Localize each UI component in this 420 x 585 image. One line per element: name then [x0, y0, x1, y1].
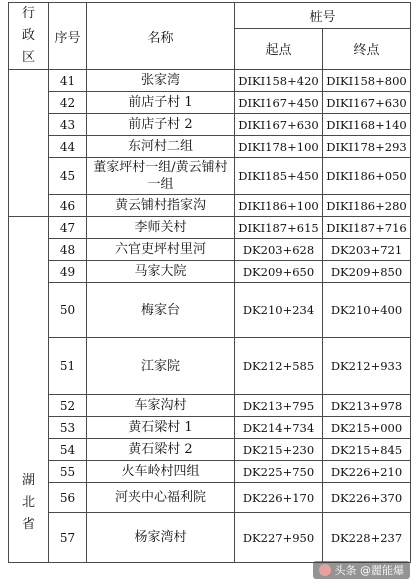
cell-seq: 45 — [49, 158, 87, 195]
header-chainage: 桩号 — [235, 3, 411, 29]
cell-start: DK209+650 — [235, 261, 323, 283]
cell-start: DIKI178+100 — [235, 136, 323, 158]
cell-name: 梅家台 — [87, 283, 235, 338]
table-row — [9, 217, 411, 239]
cell-seq: 43 — [49, 114, 87, 136]
header-name: 名称 — [87, 3, 235, 70]
cell-start: DIKI185+450 — [235, 158, 323, 195]
cell-start: DK225+750 — [235, 461, 323, 483]
cell-end: DK215+000 — [323, 417, 411, 439]
cell-name: 李师关村 — [87, 217, 235, 239]
cell-name: 黄云铺村指家沟 — [87, 195, 235, 217]
cell-name: 马家大院 — [87, 261, 235, 283]
cell-end: DIKI186+280 — [323, 195, 411, 217]
cell-name: 张家湾 — [87, 70, 235, 92]
cell-end: DK209+850 — [323, 261, 411, 283]
watermark — [313, 561, 411, 579]
cell-name: 杨家湾村 — [87, 513, 235, 563]
table-body — [9, 3, 411, 563]
cell-name: 火车岭村四组 — [87, 461, 235, 483]
cell-seq: 55 — [49, 461, 87, 483]
cell-seq: 46 — [49, 195, 87, 217]
cell-end: DIKI167+630 — [323, 92, 411, 114]
table-row — [9, 261, 411, 283]
cell-end: DK212+933 — [323, 338, 411, 395]
cell-seq: 47 — [49, 217, 87, 239]
cell-seq: 56 — [49, 483, 87, 513]
cell-name: 六官吏坪村里河 — [87, 239, 235, 261]
cell-start: DK214+734 — [235, 417, 323, 439]
cell-end: DIKI186+050 — [323, 158, 411, 195]
cell-name: 董家坪村一组/黄云铺村一组 — [87, 158, 235, 195]
table-row — [9, 92, 411, 114]
cell-seq: 51 — [49, 338, 87, 395]
header-row-1 — [9, 3, 411, 29]
cell-name: 江家院 — [87, 338, 235, 395]
cell-start: DK215+230 — [235, 439, 323, 461]
cell-start: DIKI167+450 — [235, 92, 323, 114]
table-row — [9, 70, 411, 92]
table-row — [9, 195, 411, 217]
region-cell-top — [9, 70, 49, 217]
header-end: 终点 — [323, 28, 411, 69]
cell-end: DK226+210 — [323, 461, 411, 483]
cell-seq: 52 — [49, 395, 87, 417]
cell-seq: 53 — [49, 417, 87, 439]
table-row — [9, 114, 411, 136]
table-row — [9, 283, 411, 338]
cell-start: DIKI186+100 — [235, 195, 323, 217]
cell-end: DK210+400 — [323, 283, 411, 338]
table-row — [9, 439, 411, 461]
header-region — [9, 3, 49, 70]
cell-name: 东河村二组 — [87, 136, 235, 158]
cell-end: DK226+370 — [323, 483, 411, 513]
cell-start: DIKI167+630 — [235, 114, 323, 136]
cell-end: DIKI168+140 — [323, 114, 411, 136]
watermark-text: 头条 @麗能爆 — [334, 564, 404, 577]
table-row — [9, 158, 411, 195]
cell-name: 黄石梁村 2 — [87, 439, 235, 461]
cell-seq: 44 — [49, 136, 87, 158]
cell-seq: 49 — [49, 261, 87, 283]
table-row — [9, 483, 411, 513]
cell-seq: 57 — [49, 513, 87, 563]
table-row — [9, 417, 411, 439]
cell-start: DK213+795 — [235, 395, 323, 417]
header-region-label: 行 政 区 — [21, 6, 35, 65]
watermark-logo-icon — [319, 564, 331, 576]
cell-end: DK215+845 — [323, 439, 411, 461]
table-row — [9, 338, 411, 395]
cell-seq: 42 — [49, 92, 87, 114]
table-row — [9, 136, 411, 158]
cell-end: DIKI158+800 — [323, 70, 411, 92]
cell-start: DK203+628 — [235, 239, 323, 261]
cell-seq: 54 — [49, 439, 87, 461]
table-row — [9, 239, 411, 261]
cell-start: DIKI158+420 — [235, 70, 323, 92]
cell-seq: 41 — [49, 70, 87, 92]
cell-name: 前店子村 2 — [87, 114, 235, 136]
cell-name: 黄石梁村 1 — [87, 417, 235, 439]
cell-end: DK203+721 — [323, 239, 411, 261]
cell-end: DIKI178+293 — [323, 136, 411, 158]
cell-end: DK213+978 — [323, 395, 411, 417]
cell-end: DK228+237 — [323, 513, 411, 563]
cell-start: DK226+170 — [235, 483, 323, 513]
cell-name: 河夹中心福利院 — [87, 483, 235, 513]
table-row — [9, 513, 411, 563]
cell-start: DIKI187+615 — [235, 217, 323, 239]
chainage-table — [8, 2, 411, 563]
cell-end: DIKI187+716 — [323, 217, 411, 239]
header-seq: 序号 — [49, 3, 87, 70]
cell-start: DK210+234 — [235, 283, 323, 338]
region-label-hubei: 湖 北 省 — [21, 473, 35, 532]
header-start: 起点 — [235, 28, 323, 69]
cell-name: 前店子村 1 — [87, 92, 235, 114]
cell-name: 车家沟村 — [87, 395, 235, 417]
cell-seq: 50 — [49, 283, 87, 338]
cell-seq: 48 — [49, 239, 87, 261]
table-row — [9, 395, 411, 417]
cell-start: DK227+950 — [235, 513, 323, 563]
region-cell-hubei — [9, 217, 49, 563]
cell-start: DK212+585 — [235, 338, 323, 395]
table-row — [9, 461, 411, 483]
